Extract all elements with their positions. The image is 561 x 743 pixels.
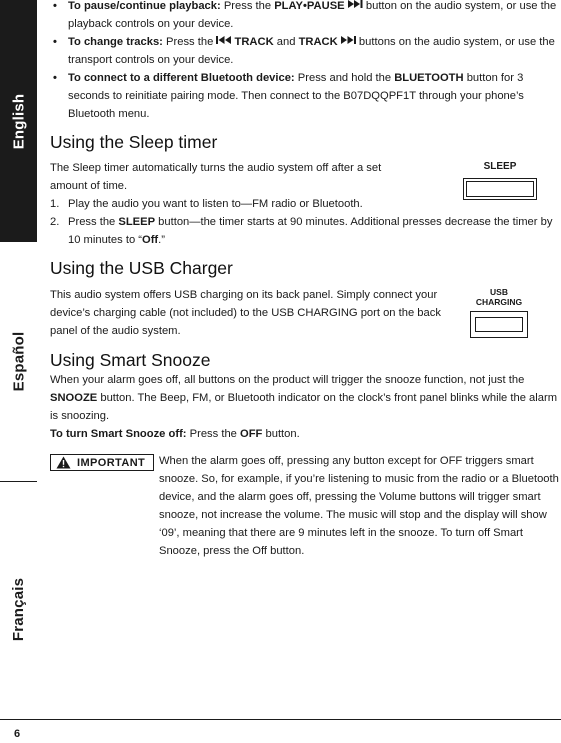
list-item <box>50 69 560 123</box>
bullet-text: Press the <box>220 0 275 12</box>
key-label: TRACK <box>298 36 338 48</box>
key-label: SNOOZE <box>50 392 98 404</box>
bullet-text: Press and hold the <box>294 72 395 84</box>
step-number: 2. <box>50 216 60 228</box>
key-label: OFF <box>240 428 263 440</box>
usb-port-illustration <box>469 288 529 338</box>
warning-icon <box>56 456 71 469</box>
key-label: BLUETOOTH <box>394 72 464 84</box>
turn-off-lead: To turn Smart Snooze off: <box>50 428 187 440</box>
smart-snooze-text <box>50 371 560 425</box>
tab-english-label: English <box>10 93 28 149</box>
sleep-timer-steps <box>50 195 560 249</box>
snooze-text: When your alarm goes off, all buttons on the product will trigger the snooze function, not just the <box>50 374 525 386</box>
usb-charger-text: This audio system offers USB charging on its back panel. Simply connect your device’s charging cable (not included) to the USB CHARGING port on the back panel of the audio system. <box>50 289 441 337</box>
turn-off-text: button. <box>262 428 300 440</box>
usb-label-line-2: CHARGING <box>475 296 523 307</box>
bullet-text: button for 3 seconds to reinitiate pairing mode. Then connect to the B07DQQPF1T through your phone’s Bluetooth menu. <box>68 72 524 120</box>
tab-espanol[interactable] <box>0 242 37 481</box>
bullet-lead: To connect to a different Bluetooth device: <box>68 72 295 84</box>
sleep-button-illustration <box>463 160 537 200</box>
list-item <box>50 33 560 69</box>
bullet-lead: To change tracks: <box>68 36 163 48</box>
key-label: Off <box>142 234 159 246</box>
sleep-timer-heading: Using the Sleep timer <box>50 132 218 152</box>
key-label: PLAY•PAUSE <box>274 0 345 12</box>
next-track-icon <box>341 36 356 44</box>
bullet-text: Press the <box>162 36 217 48</box>
turn-off-text: Press the <box>186 428 241 440</box>
tab-francais[interactable] <box>0 481 37 737</box>
step-text: button—the timer starts at 90 minutes. Additional presses decrease the timer by 10 minutes to “ <box>68 216 553 246</box>
list-item <box>50 213 560 249</box>
key-label: TRACK <box>231 36 274 48</box>
smart-snooze-heading: Using Smart Snooze <box>50 350 211 370</box>
bullet-lead: To pause/continue playback: <box>68 0 221 12</box>
bullet-text: and <box>273 36 299 48</box>
step-text: Press the <box>68 216 119 228</box>
play-pause-icon <box>348 0 363 8</box>
bullet-text: buttons on the audio system, or use the transport controls on your device. <box>68 36 555 66</box>
bullet-text: button on the audio system, or use the playback controls on your device. <box>68 0 557 30</box>
tab-english[interactable] <box>0 0 37 242</box>
important-badge <box>50 454 154 471</box>
important-label: IMPORTANT <box>77 456 146 469</box>
step-text: Play the audio you want to listen to—FM radio or Bluetooth. <box>68 198 363 210</box>
smart-snooze-off <box>50 425 560 443</box>
key-label: SLEEP <box>118 216 156 228</box>
usb-charger-heading: Using the USB Charger <box>50 258 233 278</box>
tab-espanol-label: Español <box>10 331 27 392</box>
snooze-text: button. The Beep, FM, or Bluetooth indicator on the clock’s front panel blinks while the alarm is snoozing. <box>50 392 558 422</box>
list-item <box>50 0 560 33</box>
usb-label-line-1: USB <box>490 287 508 297</box>
intro-bullet-list <box>50 0 560 123</box>
step-number: 1. <box>50 198 60 210</box>
sleep-button-label: SLEEP <box>483 161 517 172</box>
page-number: 6 <box>14 728 21 740</box>
previous-track-icon <box>216 36 231 44</box>
footer-rule <box>0 719 561 720</box>
important-text: When the alarm goes off, pressing any button except for OFF triggers smart snooze. So, for example, if you’re listening to music from the radio or a Bluetooth device, and the alarm goes off, pressing the Volume buttons will trigger smart snooze, not increase the volume. The music will stop and the display will show ‘09’, meaning that there are 9 minutes left in the snooze. To turn off Smart Snooze, press the Off button. <box>159 455 559 557</box>
step-text: .” <box>158 234 165 246</box>
tab-francais-label: Français <box>10 577 27 641</box>
sleep-button-graphic <box>463 178 537 200</box>
usb-port-graphic <box>470 311 528 338</box>
sleep-timer-intro: The Sleep timer automatically turns the audio system off after a set amount of time. <box>50 162 382 192</box>
